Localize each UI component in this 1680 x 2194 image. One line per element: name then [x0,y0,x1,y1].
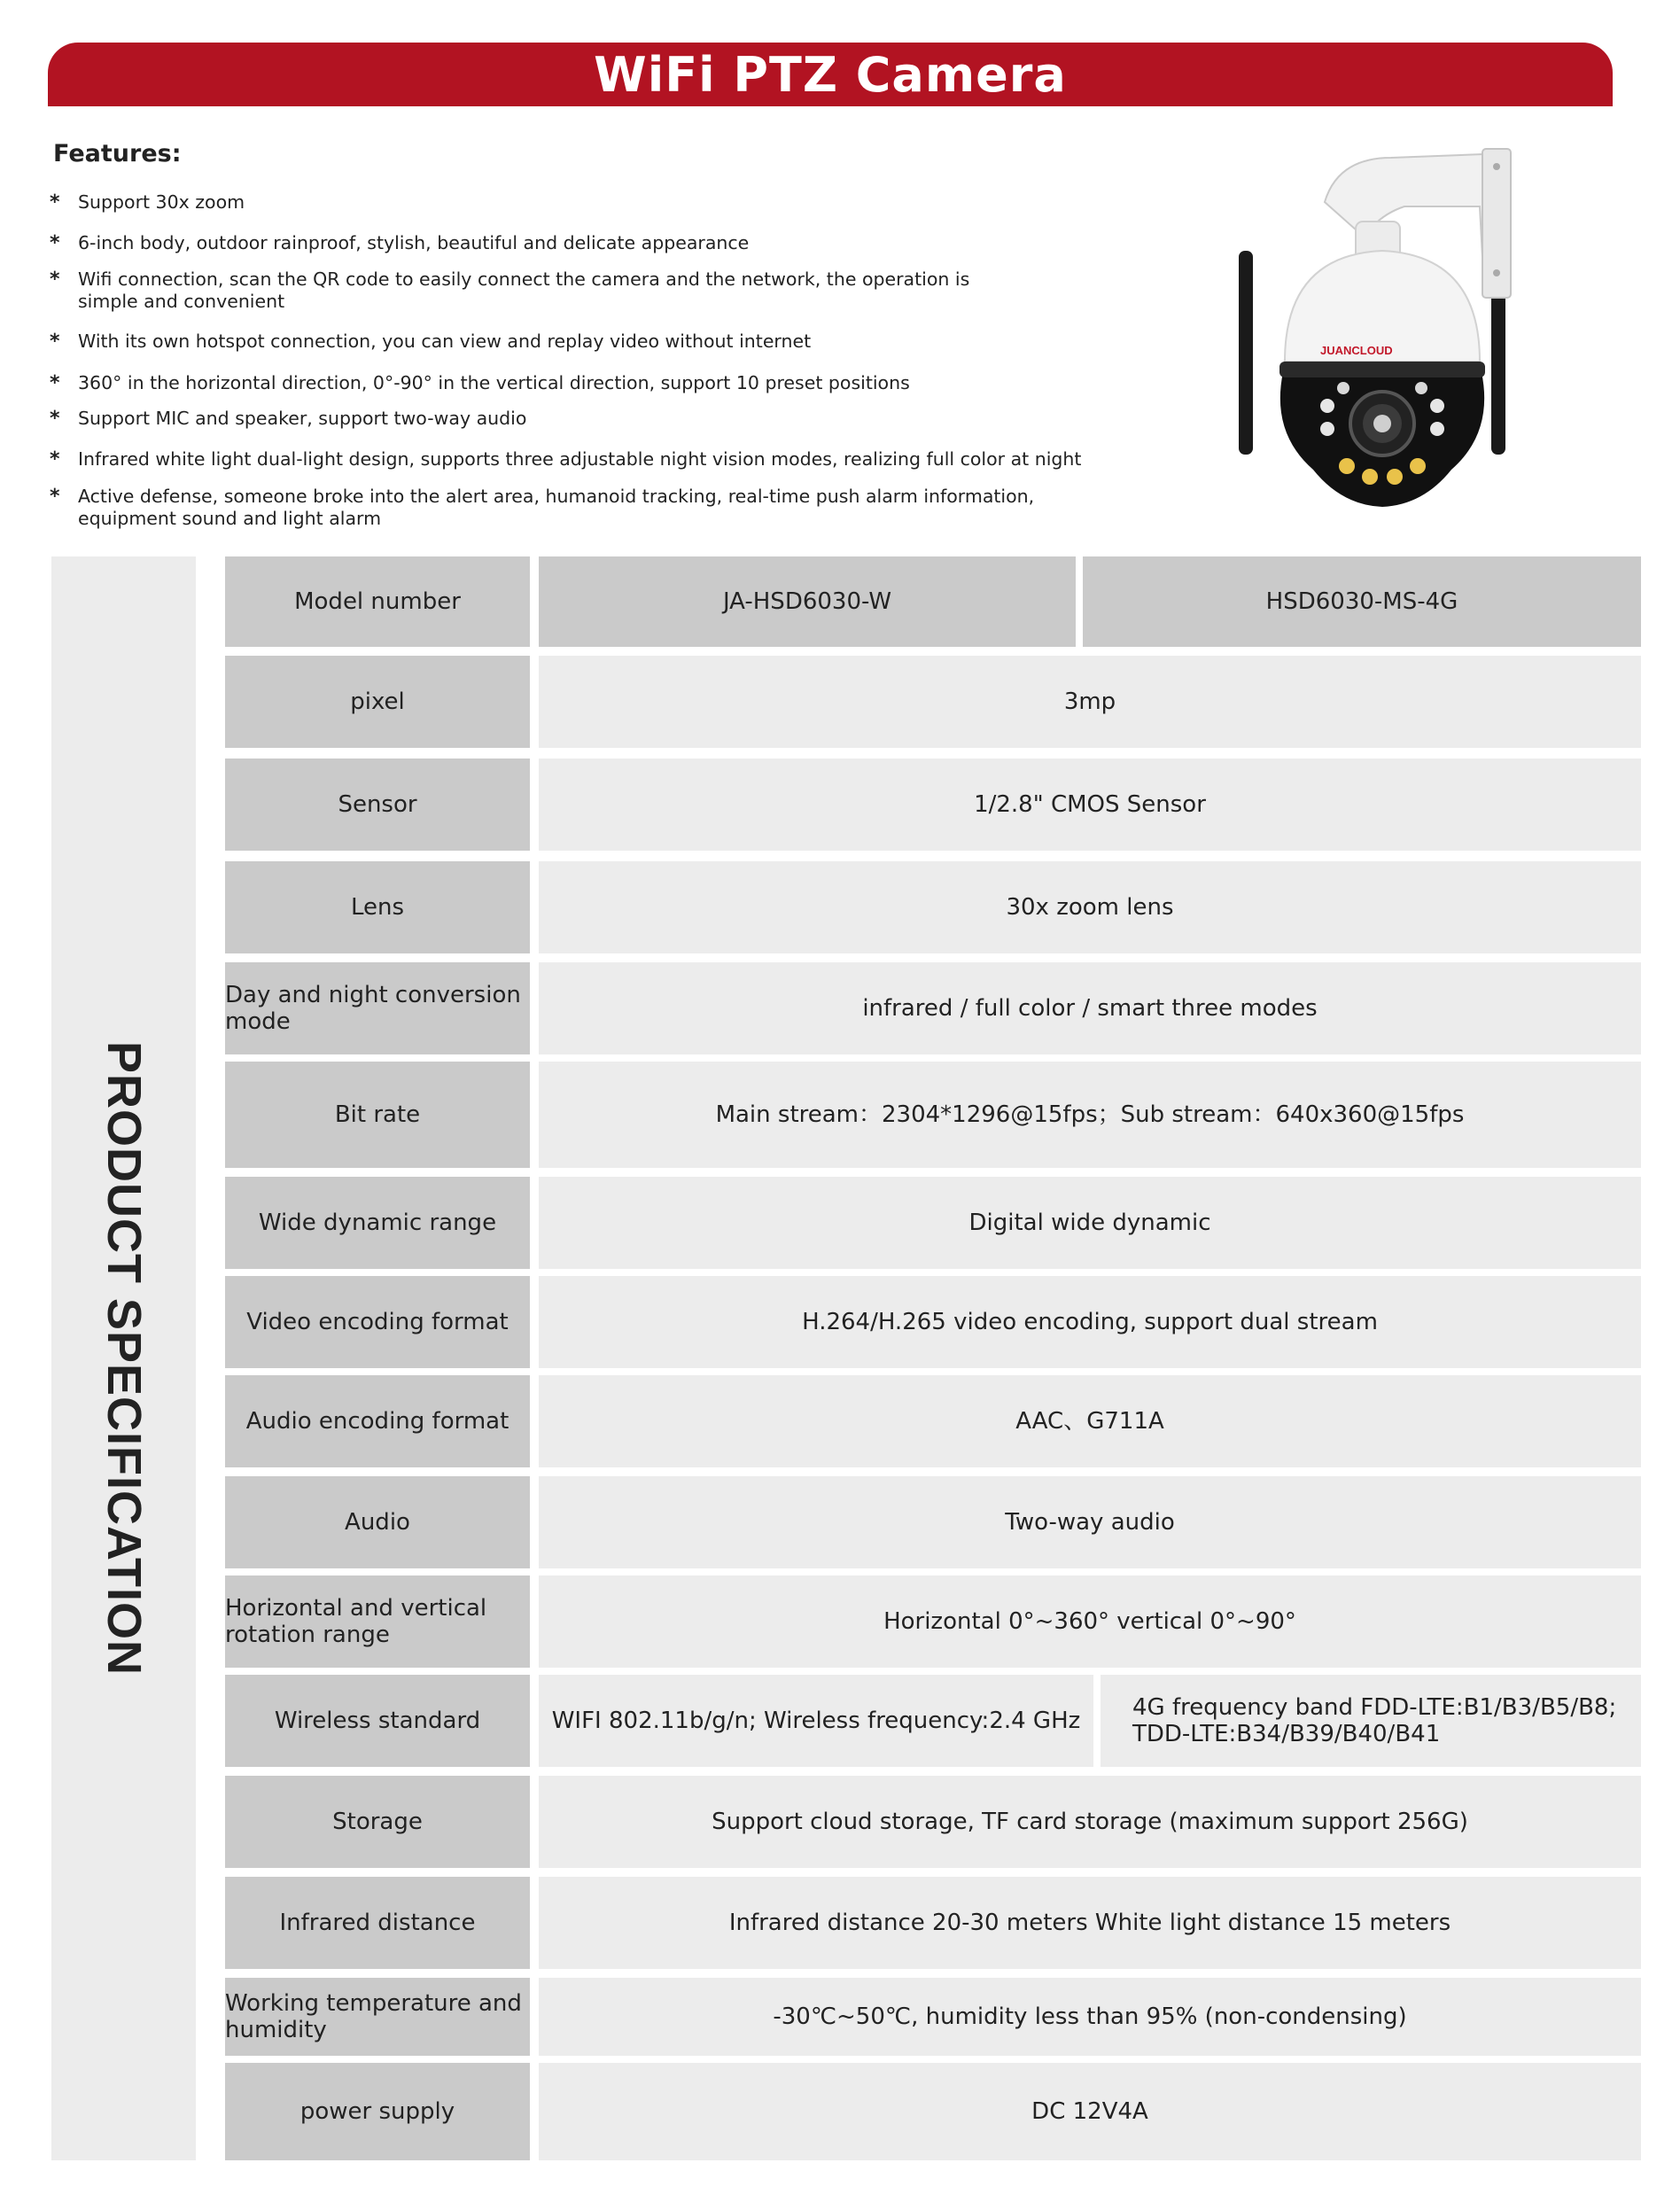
feature-text: Active defense, someone broke into the alert area, humanoid tracking, real-time push alarm information, equipment sound and light alarm [78,486,1035,529]
title-banner [48,43,1613,106]
feature-item [50,331,811,353]
row-value: Main stream：2304*1296@15fps；Sub stream：640x360@15fps [539,1062,1641,1168]
feature-item [50,486,1097,530]
row-label: pixel [225,656,530,748]
row-value-wifi: WIFI 802.11b/g/n; Wireless frequency:2.4 GHz [539,1675,1093,1767]
bullet-icon: * [50,372,60,394]
feature-text: Support MIC and speaker, support two-way audio [78,408,527,429]
table-row [225,2063,1641,2160]
feature-text: 360° in the horizontal direction, 0°-90° in the vertical direction, support 10 preset positions [78,372,910,393]
row-value: -30℃~50℃, humidity less than 95% (non-condensing) [539,1978,1641,2056]
row-label: Infrared distance [225,1877,530,1969]
row-label: Audio encoding format [225,1375,530,1467]
row-value: infrared / full color / smart three modes [539,962,1641,1054]
feature-text: 6-inch body, outdoor rainproof, stylish, beautiful and delicate appearance [78,232,750,253]
row-label: Wide dynamic range [225,1177,530,1269]
camera-brand-text: JUANCLOUD [1320,344,1393,357]
row-label: Model number [225,556,530,647]
table-row [225,1375,1641,1467]
table-row [225,656,1641,748]
feature-text: Infrared white light dual-light design, supports three adjustable night vision modes, realizing full color at night [78,448,1082,470]
table-row [225,962,1641,1054]
side-label: PRODUCT SPECIFICATION [97,1040,151,1677]
bullet-icon: * [50,486,60,508]
row-value: 3mp [539,656,1641,748]
row-label: power supply [225,2063,530,2160]
row-value: AAC、G711A [539,1375,1641,1467]
feature-text: With its own hotspot connection, you can view and replay video without internet [78,331,812,352]
row-value: 1/2.8" CMOS Sensor [539,759,1641,851]
bullet-icon: * [50,268,60,291]
row-label: Day and night conversion mode [225,962,530,1054]
row-value-4g: 4G frequency band FDD-LTE:B1/B3/B5/B8; TDD-LTE:B34/B39/B40/B41 [1101,1675,1641,1767]
row-value: Support cloud storage, TF card storage (maximum support 256G) [539,1776,1641,1868]
feature-item [50,232,749,254]
bullet-icon: * [50,448,60,471]
bullet-icon: * [50,232,60,254]
feature-text: Support 30x zoom [78,191,245,213]
row-value: H.264/H.265 video encoding, support dual stream [539,1276,1641,1368]
table-row [225,1575,1641,1668]
bullet-icon: * [50,331,60,353]
row-value: Horizontal 0°~360° vertical 0°~90° [539,1575,1641,1668]
feature-item [50,372,910,394]
row-value: Two-way audio [539,1476,1641,1568]
row-value: 30x zoom lens [539,861,1641,953]
table-row [225,1177,1641,1269]
row-value: Infrared distance 20-30 meters White light distance 15 meters [539,1877,1641,1969]
row-label: Working temperature and humidity [225,1978,530,2056]
row-label: Video encoding format [225,1276,530,1368]
row-label: Sensor [225,759,530,851]
row-label: Bit rate [225,1062,530,1168]
table-row [225,759,1641,851]
row-label: Audio [225,1476,530,1568]
row-label: Lens [225,861,530,953]
table-row [225,1276,1641,1368]
row-label: Wireless standard [225,1675,530,1767]
bullet-icon: * [50,191,60,214]
table-row [225,1476,1641,1568]
table-row [225,1978,1641,2056]
row-value: DC 12V4A [539,2063,1641,2160]
feature-text: Wifi connection, scan the QR code to easily connect the camera and the network, the operation is simple and convenient [78,268,970,312]
feature-item [50,408,526,430]
row-label: Horizontal and vertical rotation range [225,1575,530,1668]
feature-item [50,448,1081,471]
side-panel [51,556,196,2160]
table-row [225,861,1641,953]
row-value: Digital wide dynamic [539,1177,1641,1269]
camera-product-image [1214,140,1551,530]
features-heading: Features: [53,140,182,167]
table-row [225,1675,1641,1767]
page-title: WiFi PTZ Camera [594,46,1067,103]
table-row [225,1776,1641,1868]
bullet-icon: * [50,408,60,430]
row-label: Storage [225,1776,530,1868]
feature-item [50,268,999,313]
table-row [225,1062,1641,1168]
model-a-cell: JA-HSD6030-W [539,556,1076,647]
table-row-model [225,556,1641,647]
model-b-cell: HSD6030-MS-4G [1083,556,1641,647]
feature-item [50,191,245,214]
table-row [225,1877,1641,1969]
